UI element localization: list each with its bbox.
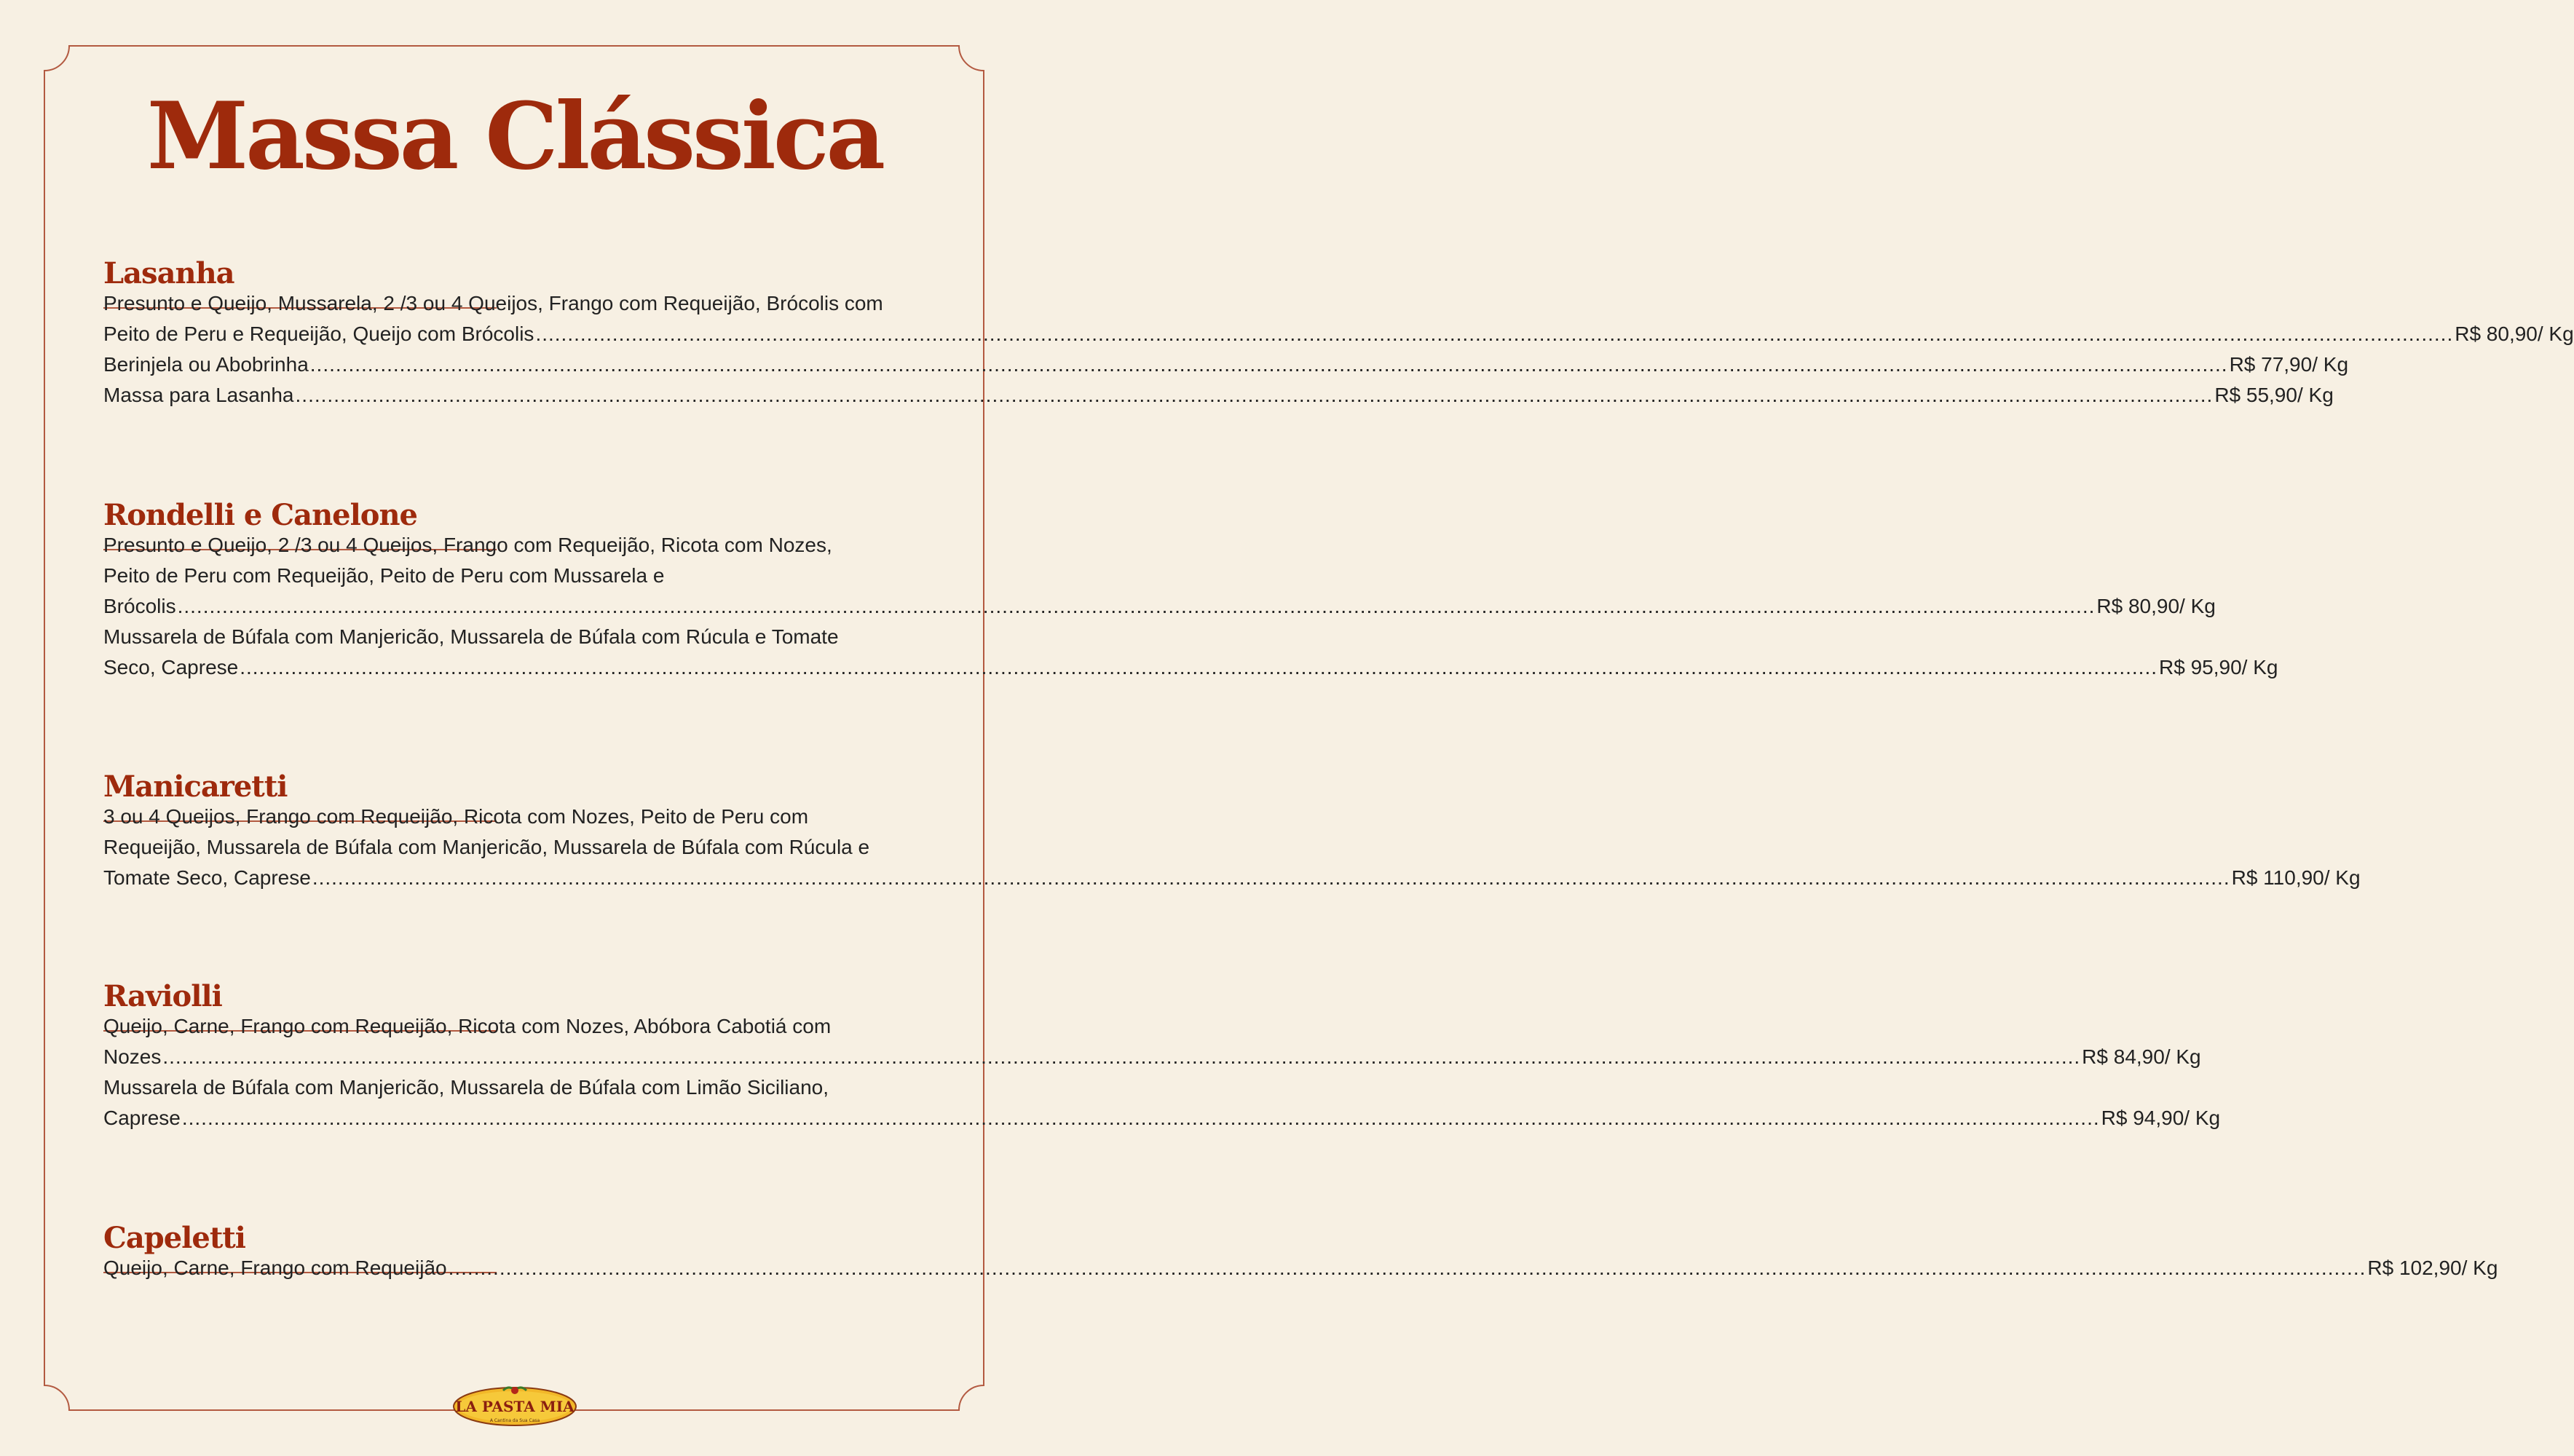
item-description-end: Berinjela ou Abobrinha: [103, 353, 309, 376]
item-price: R$ 84,90/ Kg: [2082, 1045, 2201, 1068]
item-price: R$ 110,90/ Kg: [2231, 866, 2361, 889]
item-price-line: [103, 652, 2278, 683]
brand-logo: [452, 1383, 577, 1428]
menu-item: [103, 1011, 2201, 1072]
section-title: Lasanha: [103, 256, 234, 290]
menu-item: [103, 1253, 2498, 1283]
item-description-line: Presunto e Queijo, Mussarela, 2 /3 ou 4 Queijos, Frango com Requeijão, Brócolis com: [103, 292, 883, 314]
section-title: Raviolli: [103, 979, 222, 1013]
item-price-line: [103, 591, 2216, 622]
menu-section-lasanha: [103, 255, 2574, 411]
item-description-line: Mussarela de Búfala com Manjericão, Mussarela de Búfala com Limão Siciliano,: [103, 1076, 829, 1099]
item-description-end: Massa para Lasanha: [103, 384, 294, 406]
item-description-end: Seco, Caprese: [103, 656, 239, 678]
item-description-end: Caprese: [103, 1107, 181, 1129]
dot-leader: ............................................................................................................................................................................................................................................................................................................: [162, 1045, 2081, 1068]
item-description-line: Queijo, Carne, Frango com Requeijão, Ricota com Nozes, Abóbora Cabotiá com: [103, 1015, 832, 1037]
dot-leader: ............................................................................................................................................................................................................................................................................................................: [312, 866, 2230, 889]
menu-section-rondelli-e-canelone: [103, 496, 2278, 683]
menu-item: [103, 349, 2349, 380]
item-description-line: 3 ou 4 Queijos, Frango com Requeijão, Ricota com Nozes, Peito de Peru com: [103, 805, 809, 828]
dot-leader: ............................................................................................................................................................................................................................................................................................................: [309, 353, 2228, 376]
item-price-line: [103, 349, 2349, 380]
menu-section-manicaretti: [103, 768, 2361, 893]
item-price-line: [103, 1042, 2201, 1072]
item-description-line: Requeijão, Mussarela de Búfala com Manjericão, Mussarela de Búfala com Rúcula e: [103, 836, 870, 858]
menu-item: [103, 288, 2574, 349]
item-price: R$ 95,90/ Kg: [2159, 656, 2278, 678]
section-items: [103, 1253, 2498, 1283]
dot-leader: ............................................................................................................................................................................................................................................................................................................: [448, 1257, 2366, 1279]
section-title: Rondelli e Canelone: [103, 498, 417, 532]
item-description-line: Mussarela de Búfala com Manjericão, Mussarela de Búfala com Rúcula e Tomate: [103, 625, 839, 648]
dot-leader: ............................................................................................................................................................................................................................................................................................................: [295, 384, 2214, 406]
item-description-end: Brócolis: [103, 595, 176, 617]
item-price: R$ 94,90/ Kg: [2101, 1107, 2221, 1129]
menu-item: [103, 380, 2334, 411]
section-items: [103, 1011, 2221, 1133]
logo-tagline: A Cantina da Sua Casa: [489, 1418, 540, 1423]
logo-text: LA PASTA MIA: [455, 1398, 575, 1415]
menu-item: [103, 530, 2216, 622]
menu-section-capeletti: [103, 1219, 2498, 1283]
dot-leader: ............................................................................................................................................................................................................................................................................................................: [177, 595, 2096, 617]
item-price: R$ 80,90/ Kg: [2455, 323, 2574, 345]
dot-leader: ............................................................................................................................................................................................................................................................................................................: [240, 656, 2158, 678]
section-items: [103, 530, 2278, 683]
item-description-end: Peito de Peru e Requeijão, Queijo com Brócolis: [103, 323, 534, 345]
section-items: [103, 802, 2361, 893]
item-price: R$ 55,90/ Kg: [2214, 384, 2334, 406]
dot-leader: ............................................................................................................................................................................................................................................................................................................: [535, 323, 2454, 345]
menu-item: [103, 622, 2278, 683]
item-description-end: Queijo, Carne, Frango com Requeijão: [103, 1257, 447, 1279]
item-price-line: [103, 1103, 2221, 1133]
item-description-line: Peito de Peru com Requeijão, Peito de Peru com Mussarela e: [103, 564, 665, 587]
section-title: Capeletti: [103, 1221, 245, 1255]
item-price: R$ 102,90/ Kg: [2367, 1257, 2498, 1279]
dot-leader: ............................................................................................................................................................................................................................................................................................................: [181, 1107, 2100, 1129]
item-description-end: Tomate Seco, Caprese: [103, 866, 311, 889]
item-price-line: [103, 1253, 2498, 1283]
page-title: Massa Clássica: [146, 82, 883, 190]
menu-section-raviolli: [103, 978, 2221, 1133]
section-title: Manicaretti: [103, 769, 288, 804]
menu-item: [103, 1072, 2221, 1133]
item-price-line: [103, 863, 2361, 893]
item-price-line: [103, 319, 2574, 349]
item-price: R$ 77,90/ Kg: [2229, 353, 2349, 376]
section-items: [103, 288, 2574, 411]
item-description-end: Nozes: [103, 1045, 162, 1068]
menu-item: [103, 802, 2361, 893]
item-price: R$ 80,90/ Kg: [2096, 595, 2216, 617]
item-description-line: Presunto e Queijo, 2 /3 ou 4 Queijos, Frango com Requeijão, Ricota com Nozes,: [103, 534, 832, 556]
item-price-line: [103, 380, 2334, 411]
